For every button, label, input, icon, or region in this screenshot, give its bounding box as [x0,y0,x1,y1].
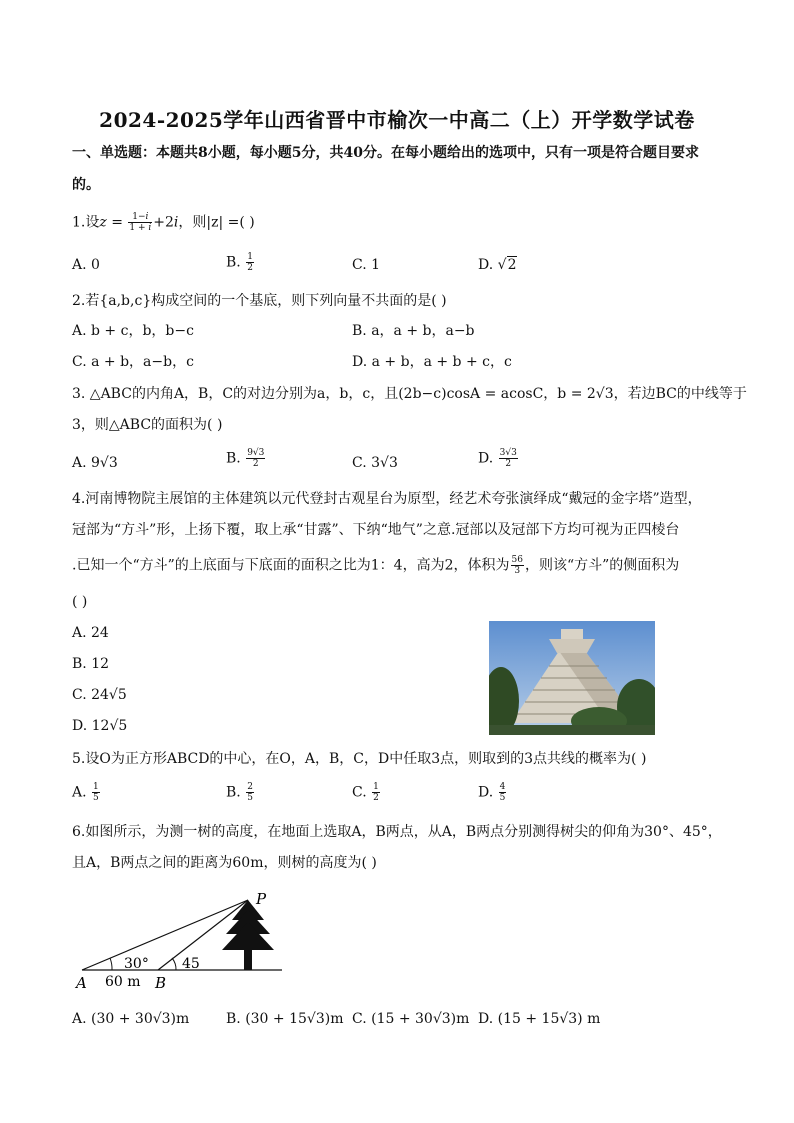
q5-option-b[interactable]: B. $\frac{2}{5}$ [226,782,253,803]
question-1-stem: 1.设z = $\frac{1-i}{1 + i}$ +2i，则|z| =( ) [72,212,255,233]
question-3-stem-2: 3，则△ABC的面积为( ) [72,417,223,433]
tree-icon [222,900,274,970]
label-distance: 60 m [105,974,141,990]
q3-option-a[interactable]: A. 9√3 [72,455,118,471]
q2-option-a[interactable]: A. b + c，b，b−c [72,323,194,339]
question-6-line-1: 6.如图所示，为测一树的高度，在地面上选取A，B两点，从A，B两点分别测得树尖的仰角为30°、45°， [72,824,722,840]
q1-option-d[interactable]: D. √2 [478,257,517,273]
tree-height-figure [72,888,292,998]
q4-option-c[interactable]: C. 24√5 [72,687,127,703]
question-6-line-2: 且A，B两点之间的距离为60m，则树的高度为( ) [72,855,377,871]
q2-option-b[interactable]: B. a，a + b，a−b [352,323,475,339]
section-heading-cont: 的。 [72,177,100,193]
q1-option-b[interactable]: B. $\frac{1}{2}$ [226,252,253,273]
question-3-stem-1: 3. △ABC的内角A，B，C的对边分别为a，b，c，且(2b−c)cosA = acosC，b = 2√3，若边BC的中线等于 [72,386,747,402]
sightline-a [82,900,248,970]
question-5-stem: 5.设O为正方形ABCD的中心，在O，A，B，C，D中任取3点，则取到的3点共线的概率为( ) [72,751,647,767]
question-4-line-4: ( ) [72,594,88,610]
question-4-line-2: 冠部为“方斗”形，上扬下覆，取上承“甘露”、下纳“地气”之意.冠部以及冠部下方均可视为正四棱台 [72,522,680,538]
page-title: 2024-2025学年山西省晋中市榆次一中高二（上）开学数学试卷 [99,108,695,132]
q6-option-a[interactable]: A. (30 + 30√3)m [72,1011,190,1027]
label-angle-30: 30° [124,956,149,972]
q4-option-a[interactable]: A. 24 [72,625,109,641]
q5-option-c[interactable]: C. $\frac{1}{2}$ [352,782,379,803]
q2-option-c[interactable]: C. a + b，a−b，c [72,354,194,370]
museum-photo [489,621,655,735]
q6-option-c[interactable]: C. (15 + 30√3)m [352,1011,470,1027]
label-b: B [155,974,167,992]
label-angle-45: 45 [182,956,200,972]
q6-option-b[interactable]: B. (30 + 15√3)m [226,1011,344,1027]
question-2-stem: 2.若{a,b,c}构成空间的一个基底，则下列向量不共面的是( ) [72,293,447,309]
q3-option-d[interactable]: D. $\frac{3√3}{2}$ [478,448,517,469]
q4-option-d[interactable]: D. 12√5 [72,718,128,734]
question-4-line-1: 4.河南博物院主展馆的主体建筑以元代登封古观星台为原型，经艺术夸张演绎成“戴冠的金字塔”造型， [72,491,702,507]
q1-option-a[interactable]: A. 0 [72,257,100,273]
label-a: A [76,974,87,992]
q1-option-c[interactable]: C. 1 [352,257,381,273]
label-p: P [256,890,267,908]
q3-option-c[interactable]: C. 3√3 [352,455,398,471]
section-heading: 一、单选题：本题共8小题，每小题5分，共40分。在每小题给出的选项中，只有一项是符合题目要求 [72,145,699,161]
q5-option-d[interactable]: D. $\frac{4}{5}$ [478,782,506,803]
q3-option-b[interactable]: B. $\frac{9√3}{2}$ [226,448,265,469]
question-4-line-3: .已知一个“方斗”的上底面与下底面的面积之比为1：4，高为2，体积为 $\frac{56}{3}$ ，则该“方斗”的侧面积为 [72,555,680,576]
q4-option-b[interactable]: B. 12 [72,656,110,672]
q5-option-a[interactable]: A. $\frac{1}{5}$ [72,782,99,803]
q2-option-d[interactable]: D. a + b，a + b + c，c [352,354,512,370]
q6-option-d[interactable]: D. (15 + 15√3) m [478,1011,601,1027]
sightline-b [158,900,248,970]
